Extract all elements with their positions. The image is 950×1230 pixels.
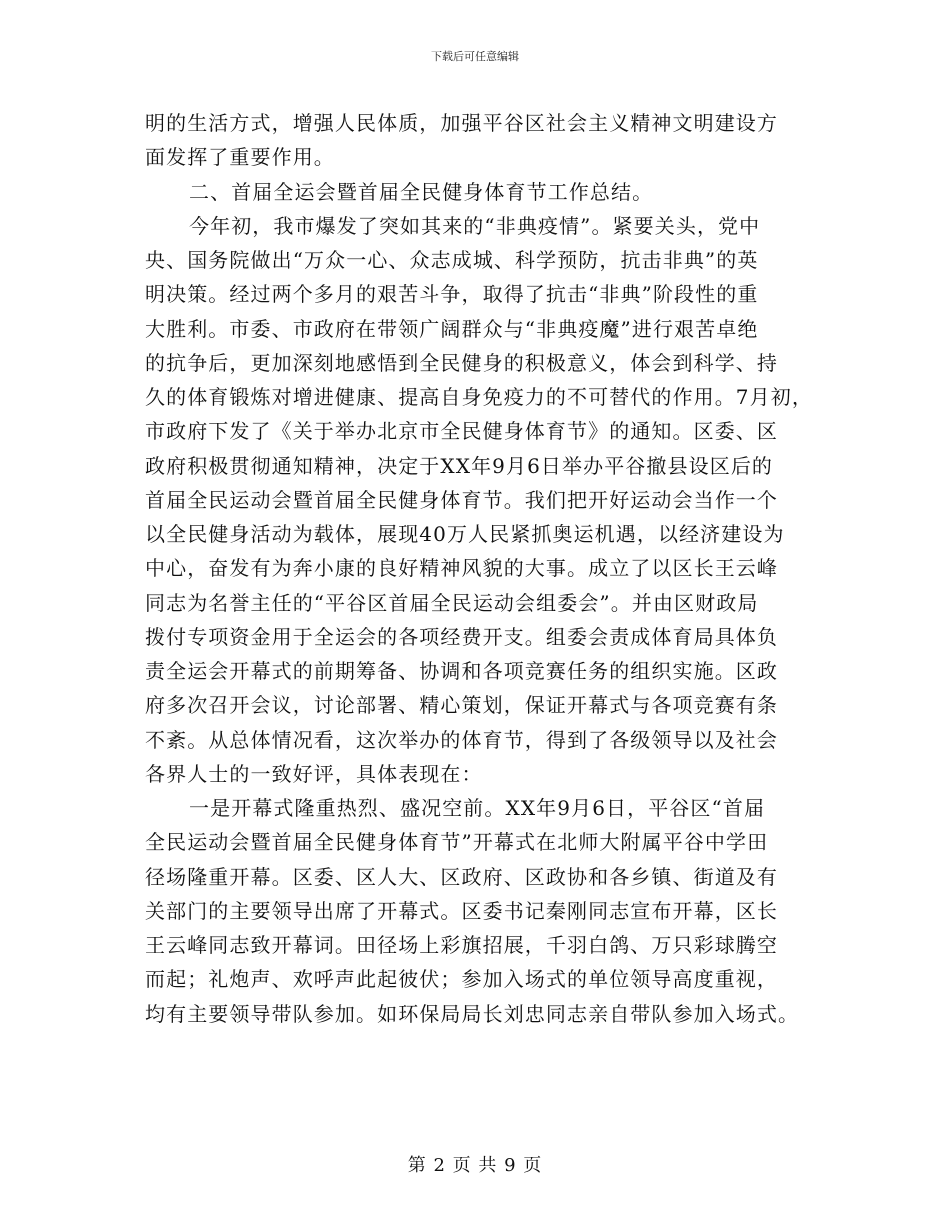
text-line: 径场隆重开幕。区委、区人大、区政府、区政协和各乡镇、街道及有	[145, 864, 778, 889]
text-line: 首届全民运动会暨首届全民健身体育节。我们把开好运动会当作一个	[145, 487, 778, 512]
text-line: 二、首届全运会暨首届全民健身体育节工作总结。	[189, 179, 654, 204]
text-line: 明决策。经过两个多月的艰苦斗争，取得了抗击“非典”阶段性的重	[145, 282, 759, 307]
text-line: 不紊。从总体情况看，这次举办的体育节，得到了各级领导以及社会	[145, 727, 778, 752]
text-line: 责全运会开幕式的前期筹备、协调和各项竞赛任务的组织实施。区政	[145, 659, 778, 683]
text-line: 的抗争后，更加深刻地感悟到全民健身的积极意义，体会到科学、持	[145, 350, 778, 375]
text-line: 王云峰同志致开幕词。田径场上彩旗招展，千羽白鸽、万只彩球腾空	[145, 933, 778, 957]
text-line: 关部门的主要领导出席了开幕式。区委书记秦刚同志宣布开幕，区长	[145, 898, 778, 923]
text-line: 面发挥了重要作用。	[145, 145, 335, 170]
text-line: 拨付专项资金用于全运会的各项经费开支。组委会责成体育局具体负	[145, 624, 778, 649]
text-line: 中心，奋发有为奔小康的良好精神风貌的大事。成立了以区长王云峰	[145, 556, 778, 581]
text-line: 久的体育锻炼对增进健康、提高自身免疫力的不可替代的作用。7月初，	[145, 385, 813, 409]
text-line: 今年初，我市爆发了突如其来的“非典疫情”。紧要关头，党中	[189, 213, 761, 238]
text-line: 政府积极贯彻通知精神，决定于XX年9月6日举办平谷撤县设区后的	[145, 453, 774, 478]
page-header-note: 下载后可任意编辑	[431, 50, 519, 63]
text-line: 央、国务院做出“万众一心、众志成城、科学预防，抗击非典”的英	[145, 248, 759, 272]
text-line: 明的生活方式，增强人民体质，加强平谷区社会主义精神文明建设方	[145, 111, 778, 135]
text-line: 市政府下发了《关于举办北京市全民健身体育节》的通知。区委、区	[145, 419, 778, 444]
text-line: 大胜利。市委、市政府在带领广阔群众与“非典疫魔”进行艰苦卓绝	[145, 316, 759, 341]
document-body	[145, 106, 825, 1031]
text-line: 同志为名誉主任的“平谷区首届全民运动会组委会”。并由区财政局	[145, 590, 759, 615]
page-number: 第 2 页 共 9 页	[407, 1155, 543, 1176]
text-line: 而起；礼炮声、欢呼声此起彼伏；参加入场式的单位领导高度重视，	[145, 967, 778, 992]
text-line: 各界人士的一致好评，具体表现在：	[145, 761, 483, 786]
text-line: 均有主要领导带队参加。如环保局局长刘忠同志亲自带队参加入场式。	[145, 1001, 800, 1026]
text-line: 以全民健身活动为载体，展现40万人民紧抓奥运机遇，以经济建设为	[145, 522, 785, 546]
text-line: 全民运动会暨首届全民健身体育节”开幕式在北师大附属平谷中学田	[145, 830, 769, 855]
text-line: 一是开幕式隆重热烈、盛况空前。XX年9月6日，平谷区“首届	[189, 796, 766, 820]
text-line: 府多次召开会议，讨论部署、精心策划，保证开幕式与各项竞赛有条	[145, 693, 778, 718]
